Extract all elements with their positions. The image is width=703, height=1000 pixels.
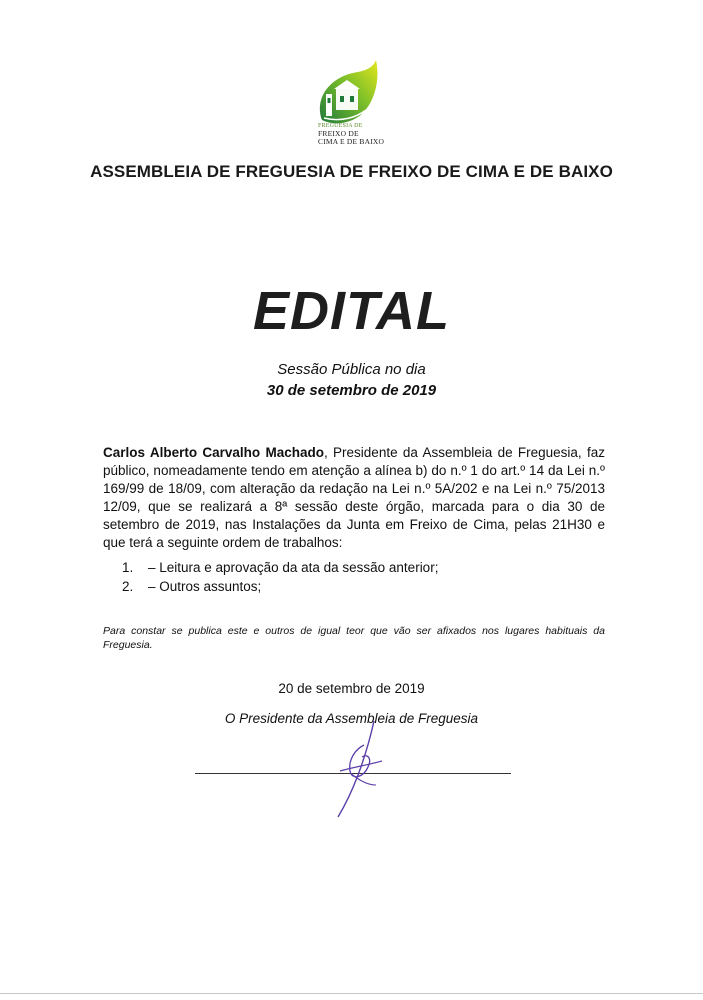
assembly-heading: ASSEMBLEIA DE FREGUESIA DE FREIXO DE CIMA E DE BAIXO bbox=[90, 162, 613, 181]
announcement-text: , Presidente da Assembleia de Freguesia, faz público, nomeadamente tendo em atenção a alínea b) do n.º 1 do art.º 14 da Lei n.º 169/99 de 18/09, com alteração da redação na Lei n.º 5A/202 e na Lei n.º 75/2013 12/09, que se realizará a 8ª sessão deste órgão, marcada para o dia 30 de setembro de 2019, nas Instalações da Junta em Freixo de Cima, pelas 21H30 e que terá a seguinte ordem de trabalhos: bbox=[103, 445, 606, 550]
agenda-number: 2. bbox=[122, 579, 134, 594]
logo-caption-line2: FREIXO DE bbox=[318, 129, 359, 138]
agenda-text: – Outros assuntos; bbox=[148, 579, 262, 594]
handwritten-signature bbox=[320, 715, 390, 820]
signatory-title: O Presidente da Assembleia de Freguesia bbox=[224, 711, 479, 726]
logo-caption bbox=[318, 122, 388, 146]
agenda-text: – Leitura e aprovação da ata da sessão anterior; bbox=[148, 560, 439, 575]
document-title: EDITAL bbox=[253, 281, 450, 341]
agenda-number: 1. bbox=[122, 560, 134, 575]
list-item bbox=[122, 558, 438, 577]
list-item bbox=[122, 577, 438, 596]
announcement-body bbox=[103, 444, 605, 552]
logo-caption-line3: CIMA E DE BAIXO bbox=[318, 137, 385, 146]
session-date: 30 de setembro de 2019 bbox=[266, 382, 437, 399]
logo-caption-line1: FREGUESIA DE bbox=[318, 123, 363, 129]
posting-note: Para constar se publica este e outros de igual teor que vão ser afixados nos lugares habituais da Freguesia. bbox=[103, 625, 605, 651]
agenda-list bbox=[122, 558, 438, 596]
president-name: Carlos Alberto Carvalho Machado bbox=[103, 445, 324, 460]
page-edge bbox=[0, 993, 703, 994]
session-subtitle: Sessão Pública no dia bbox=[277, 361, 426, 378]
document-date: 20 de setembro de 2019 bbox=[278, 681, 425, 696]
